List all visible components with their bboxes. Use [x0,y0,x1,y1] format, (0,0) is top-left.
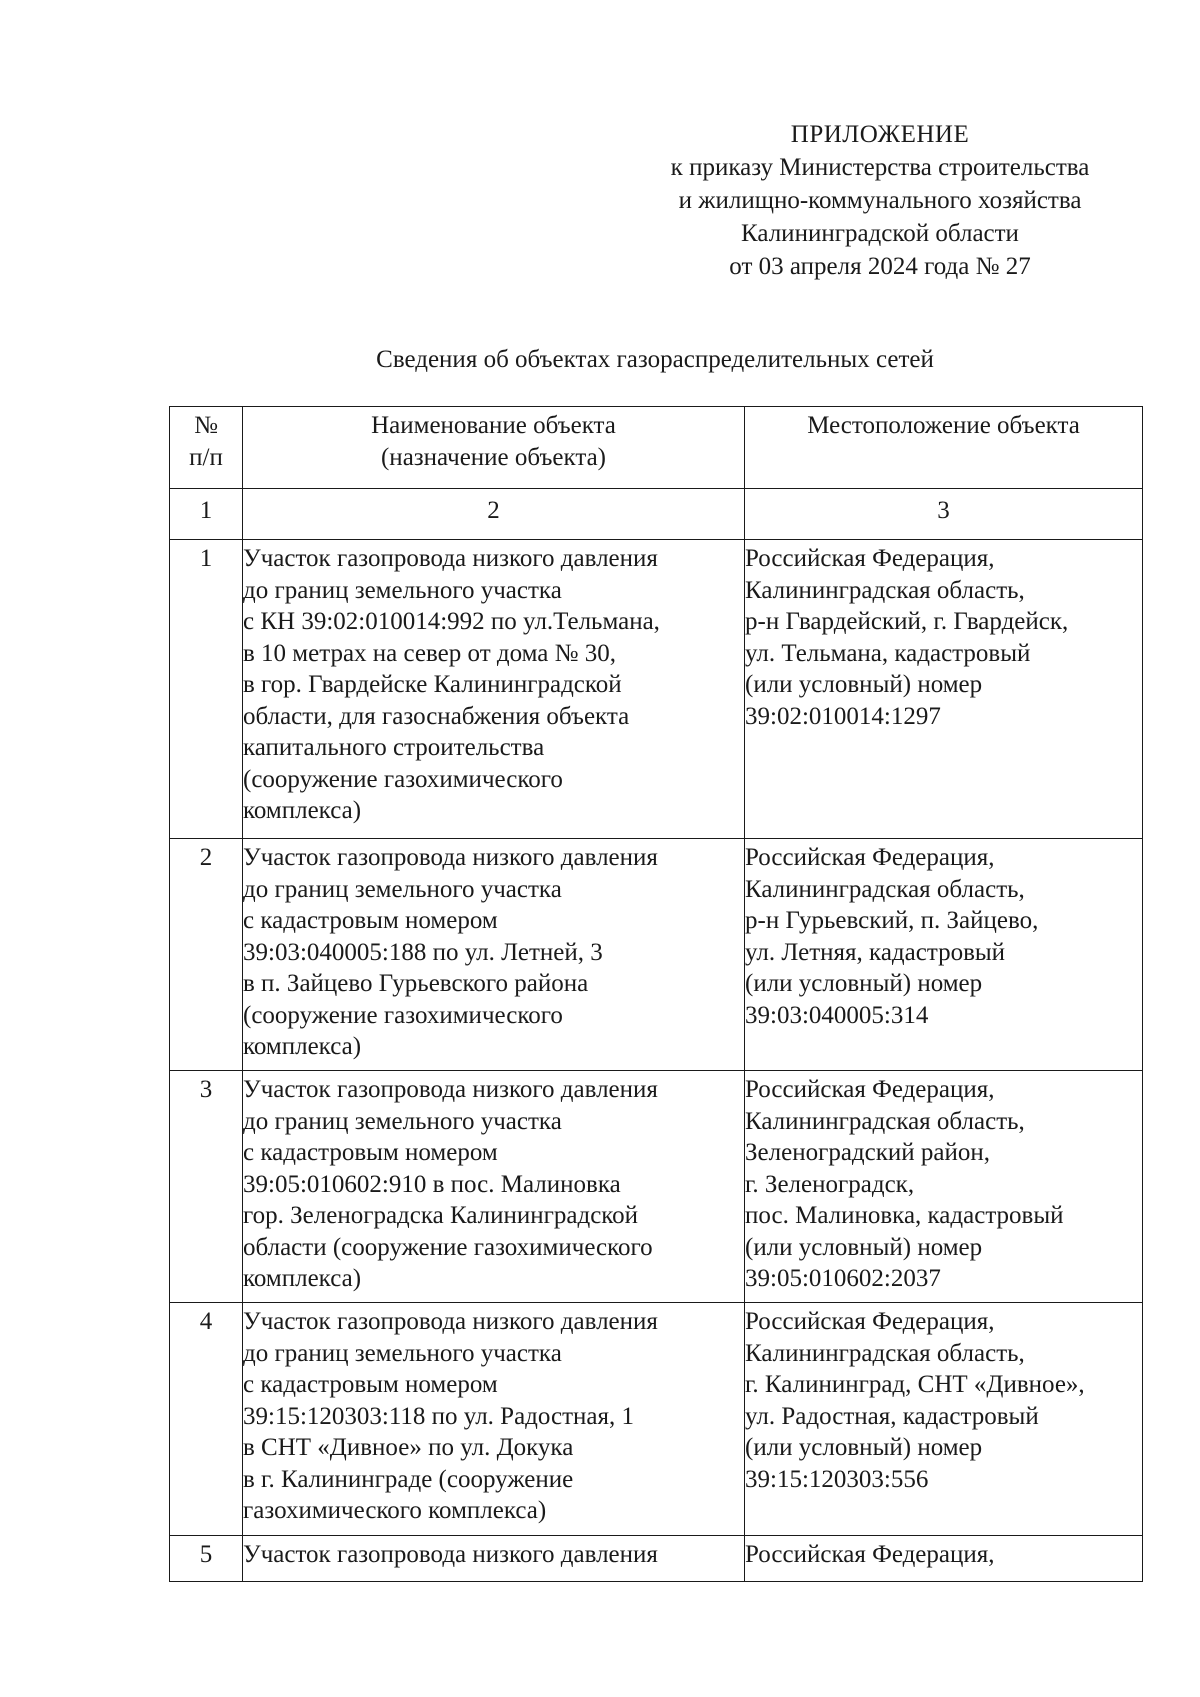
object-name-line: Участок газопровода низкого давления [243,545,658,572]
object-location-line: г. Калининград, СНТ «Дивное», [745,1371,1085,1398]
object-name-line: до границ земельного участка [243,576,562,604]
object-name-line: в п. Зайцево Гурьевского района [243,970,589,997]
object-name-line: (сооружение газохимического [243,1001,563,1029]
object-location-cell [745,1071,1143,1303]
object-name-line: до границ земельного участка [243,1107,562,1135]
object-name-line: до границ земельного участка [243,875,562,903]
object-location-line: Калининградская область, [745,875,1025,903]
object-name-line: газохимического комплекса) [243,1497,547,1524]
object-location-cell [745,540,1143,839]
object-name-line: в гор. Гвардейске Калининградской [243,671,622,698]
object-location-line: 39:03:040005:314 [745,1001,929,1029]
object-location-line: 39:05:010602:2037 [745,1265,941,1292]
object-name-cell [243,540,745,839]
header-name-line: (назначение объекта) [380,444,606,471]
objects-table [169,406,1143,1582]
object-location-line: (или условный) номер [745,1434,983,1461]
object-location-line: Калининградская область, [745,1339,1025,1367]
object-name-line: 39:15:120303:118 по ул. Радостная, 1 [243,1402,635,1430]
object-name-line: области, для газоснабжения объекта [243,702,630,730]
table-row [170,540,1143,839]
object-location-line: Российская Федерация, [745,1076,995,1103]
object-name-line: (сооружение газохимического [243,765,563,793]
document-title: Сведения об объектах газораспределительных сетей [376,346,934,373]
object-location-line: 39:02:010014:1297 [745,702,941,730]
object-location-line: р-н Гвардейский, г. Гвардейск, [745,608,1069,635]
object-name-line: Участок газопровода низкого давления [243,844,658,871]
object-location-line: Зеленоградский район, [745,1139,990,1166]
object-name-line: Участок газопровода низкого давления [243,1076,658,1103]
object-location-line: (или условный) номер [745,671,983,698]
object-location-line: (или условный) номер [745,970,983,997]
object-name-line: с КН 39:02:010014:992 по ул.Тельмана, [243,608,660,635]
column-number: 1 [170,489,243,540]
object-name-cell [243,839,745,1071]
object-name-line: с кадастровым номером [243,1371,498,1398]
object-name-line: с кадастровым номером [243,1139,498,1166]
table-row [170,1536,1143,1582]
row-number: 5 [170,1536,243,1582]
object-name-line: с кадастровым номером [243,907,498,934]
object-location-line: ул. Радостная, кадастровый [745,1402,1039,1430]
object-location-line: г. Зеленоградск, [745,1170,915,1198]
object-location-line: Калининградская область, [745,576,1025,604]
object-name-line: в г. Калининграде (сооружение [243,1465,574,1493]
object-name-line: комплекса) [243,1033,362,1060]
object-location-line: ул. Летняя, кадастровый [745,938,1006,966]
appendix-line-3: Калининградской области [741,220,1019,247]
object-name-line: 39:05:010602:910 в пос. Малиновка [243,1170,621,1198]
object-name-line: до границ земельного участка [243,1339,562,1367]
object-name-line: Участок газопровода низкого давления [243,1308,658,1335]
object-location-cell [745,1536,1143,1582]
object-location-cell [745,839,1143,1071]
header-row [170,407,1143,489]
row-number: 3 [170,1071,243,1303]
header-name-line: Наименование объекта [371,412,616,439]
object-name-line: 39:03:040005:188 по ул. Летней, 3 [243,938,603,966]
header-number-line: № [194,412,218,439]
object-name-line: капитального строительства [243,734,545,761]
row-number: 2 [170,839,243,1071]
appendix-line-1: к приказу Министерства строительства [670,154,1090,181]
object-location-line: ул. Тельмана, кадастровый [745,639,1031,667]
object-location-cell [745,1303,1143,1536]
object-name-line: Участок газопровода низкого давления [243,1541,658,1568]
table-row [170,839,1143,1071]
object-location-line: Калининградская область, [745,1107,1025,1135]
object-name-line: гор. Зеленоградска Калининградской [243,1202,639,1229]
object-name-line: в 10 метрах на север от дома № 30, [243,639,616,667]
object-location-line: Российская Федерация, [745,1308,995,1335]
object-name-cell [243,1071,745,1303]
object-name-cell [243,1303,745,1536]
appendix-line-4: от 03 апреля 2024 года № 27 [729,253,1031,280]
object-location-line: 39:15:120303:556 [745,1465,929,1493]
object-location-line: (или условный) номер [745,1233,983,1261]
row-number: 1 [170,540,243,839]
header-location [745,407,1143,489]
table-row [170,1303,1143,1536]
object-location-line: Российская Федерация, [745,545,995,572]
object-name-line: комплекса) [243,1265,362,1292]
object-name-line: в СНТ «Дивное» по ул. Докука [243,1434,574,1461]
object-name-line: области (сооружение газохимического [243,1233,653,1261]
appendix-line-2: и жилищно-коммунального хозяйства [678,187,1082,214]
appendix-heading: ПРИЛОЖЕНИЕ [790,121,970,148]
object-location-line: пос. Малиновка, кадастровый [745,1202,1064,1229]
column-number: 3 [745,489,1143,540]
appendix-block [600,118,1160,283]
header-number-line: п/п [189,444,223,471]
object-name-line: комплекса) [243,797,362,824]
column-numbers-row [170,489,1143,540]
table-row [170,1071,1143,1303]
object-location-line: р-н Гурьевский, п. Зайцево, [745,907,1039,934]
column-number: 2 [243,489,745,540]
header-location-line: Местоположение объекта [807,412,1080,439]
object-location-line: Российская Федерация, [745,1541,995,1568]
row-number: 4 [170,1303,243,1536]
object-name-cell [243,1536,745,1582]
header-number [170,407,243,489]
header-name [243,407,745,489]
object-location-line: Российская Федерация, [745,844,995,871]
